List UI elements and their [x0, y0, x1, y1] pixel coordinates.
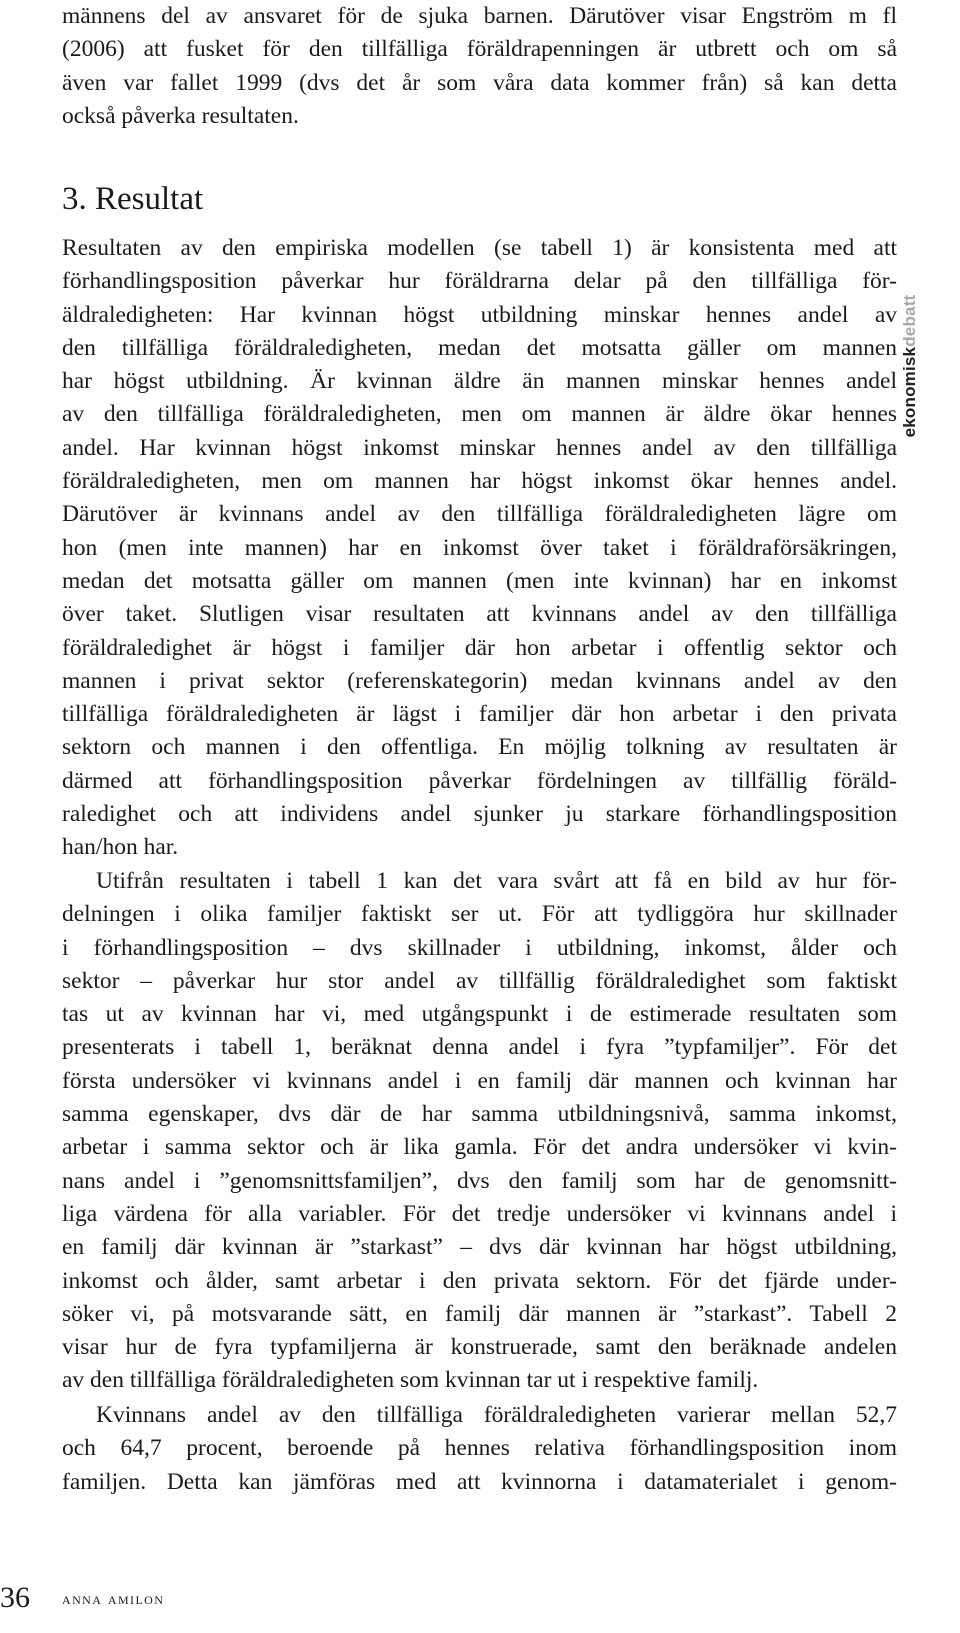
text-line: nans andel i ”genomsnittsfamiljen”, dvs den familj som har de genomsnitt- [62, 1167, 897, 1194]
page-number: 36 [0, 1581, 30, 1614]
running-footer-author: anna amilon [62, 1589, 165, 1608]
text-line: även var fallet 1999 (dvs det år som våra data kommer från) så kan detta [62, 69, 897, 96]
text-line: familjen. Detta kan jämföras med att kvinnorna i datamaterialet i genom- [62, 1468, 897, 1495]
text-line: Därutöver är kvinnans andel av den tillfälliga föräldraledigheten lägre om [62, 501, 897, 528]
text-line: sektor – påverkar hur stor andel av tillfällig föräldraledighet som faktiskt [62, 967, 897, 994]
text-line: har högst utbildning. Är kvinnan äldre än mannen minskar hennes andel [62, 368, 897, 395]
results-paragraph-1 [62, 232, 897, 865]
results-paragraph-3 [62, 1399, 897, 1499]
text-line: tas ut av kvinnan har vi, med utgångspunkt i de estimerade resultaten som [62, 1001, 897, 1028]
text-line: delningen i olika familjer faktiskt ser ut. För att tydliggöra hur skillnader [62, 901, 897, 928]
text-line: en familj där kvinnan är ”starkast” – dvs där kvinnan har högst utbildning, [62, 1234, 897, 1261]
text-line: den tillfälliga föräldraledigheten, medan det motsatta gäller om mannen [62, 334, 897, 361]
text-line: över taket. Slutligen visar resultaten att kvinnans andel av den tillfälliga [62, 601, 897, 628]
text-line: männens del av ansvaret för de sjuka barnen. Därutöver visar Engström m fl [62, 3, 897, 29]
text-line: första undersöker vi kvinnans andel i en familj där mannen och kvinnan har [62, 1067, 897, 1094]
text-line: raledighet och att individens andel sjunker ju starkare förhandlingsposition [62, 801, 897, 828]
text-line: också påverka resultaten. [62, 102, 299, 129]
journal-name-part1: ekonomisk [900, 346, 919, 438]
text-line: mannen i privat sektor (referenskategorin) medan kvinnans andel av den [62, 667, 897, 694]
text-line: äldraledigheten: Har kvinnan högst utbildning minskar hennes andel av [62, 301, 897, 328]
text-line: och 64,7 procent, beroende på hennes relativa förhandlingsposition inom [62, 1435, 897, 1462]
text-line: föräldraledighet är högst i familjer där hon arbetar i offentlig sektor och [62, 634, 897, 661]
text-line: förhandlingsposition påverkar hur föräldrarna delar på den tillfälliga för- [62, 268, 897, 295]
text-line: arbetar i samma sektor och är lika gamla. För det andra undersöker vi kvin- [62, 1134, 897, 1161]
text-line: sektorn och mannen i den offentliga. En möjlig tolkning av resultaten är [62, 734, 897, 761]
text-line: presenterats i tabell 1, beräknat denna andel i fyra ”typfamiljer”. För det [62, 1034, 897, 1061]
text-line: i förhandlingsposition – dvs skillnader i utbildning, inkomst, ålder och [62, 934, 897, 961]
journal-name [900, 295, 920, 438]
text-line: Utifrån resultaten i tabell 1 kan det vara svårt att få en bild av hur för- [96, 868, 897, 894]
text-line: medan det motsatta gäller om mannen (men inte kvinnan) har en inkomst [62, 567, 897, 594]
text-line: Resultaten av den empiriska modellen (se tabell 1) är konsistenta med att [62, 235, 897, 261]
text-line: av den tillfälliga föräldraledigheten, men om mannen är äldre ökar hennes [62, 401, 897, 428]
text-line: av den tillfälliga föräldraledigheten som kvinnan tar ut i respektive familj. [62, 1367, 759, 1394]
text-line: hon (men inte mannen) har en inkomst över taket i föräldraförsäkringen, [62, 534, 897, 561]
text-line: liga värdena för alla variabler. För det tredje undersöker vi kvinnans andel i [62, 1200, 897, 1227]
text-line: Kvinnans andel av den tillfälliga föräldraledigheten varierar mellan 52,7 [96, 1402, 897, 1428]
text-line: visar hur de fyra typfamiljerna är konstruerade, samt den beräknade andelen [62, 1334, 897, 1361]
text-line: tillfälliga föräldraledigheten är lägst i familjer där hon arbetar i den privata [62, 701, 897, 728]
results-paragraph-2 [62, 865, 897, 1398]
text-line: samma egenskaper, dvs där de har samma utbildningsnivå, samma inkomst, [62, 1101, 897, 1128]
text-line: därmed att förhandlingsposition påverkar fördelningen av tillfällig föräld- [62, 767, 897, 794]
page-body [62, 0, 897, 1633]
text-line: söker vi, på motsvarande sätt, en familj där mannen är ”starkast”. Tabell 2 [62, 1300, 897, 1327]
text-line: han/hon har. [62, 834, 179, 861]
text-line: andel. Har kvinnan högst inkomst minskar hennes andel av den tillfälliga [62, 434, 897, 461]
journal-name-part2: debatt [900, 294, 919, 347]
intro-paragraph [62, 0, 897, 133]
text-line: föräldraledigheten, men om mannen har högst inkomst ökar hennes andel. [62, 468, 897, 495]
text-line: (2006) att fusket för den tillfälliga föräldrapenningen är utbrett och om så [62, 36, 897, 63]
text-line: inkomst och ålder, samt arbetar i den privata sektorn. För det fjärde under- [62, 1267, 897, 1294]
section-heading: 3. Resultat [62, 181, 204, 217]
journal-side-label [900, 276, 920, 456]
